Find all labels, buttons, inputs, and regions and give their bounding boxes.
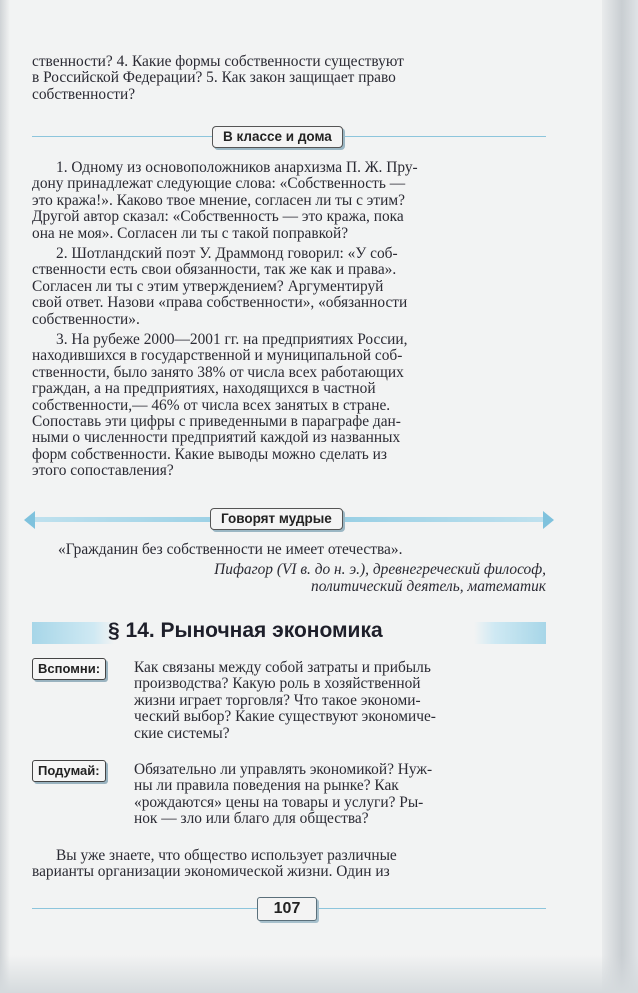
- q3-line: находившихся в государственной и муниципальной соб-: [32, 347, 403, 365]
- q3-line: 3. На рубеже 2000—2001 гг. на предприятиях России,: [56, 331, 408, 348]
- body-line: варианты организации экономической жизни. Один из: [32, 863, 390, 881]
- q1-line: 1. Одному из основоположников анархизма П. Ж. Пру-: [56, 159, 418, 176]
- q3-line: Сопоставь эти цифры с приведенными в параграфе дан-: [32, 413, 401, 431]
- page-left-edge: [0, 0, 10, 993]
- wise-quote: «Гражданин без собственности не имеет отечества».: [58, 541, 403, 558]
- question-3: [32, 332, 546, 480]
- recall-line: ские системы?: [134, 724, 230, 742]
- page-right-edge: [602, 0, 638, 993]
- q3-line: ственности, было занято 38% от числа всех работающих: [32, 363, 404, 381]
- class-home-header: [32, 126, 546, 148]
- q3-line: форм собственности. Какие выводы можно сделать из: [32, 445, 387, 463]
- q1-line: Другой автор сказал: «Собственность — это кража, пока: [32, 208, 404, 226]
- q2-line: свой ответ. Назови «права собственности», «обязанности: [32, 294, 408, 312]
- class-home-title: В классе и дома: [212, 126, 343, 148]
- body-line: Вы уже знаете, что общество использует различные: [56, 847, 397, 864]
- q2-line: 2. Шотландский поэт У. Драммонд говорил: «У соб-: [56, 245, 398, 262]
- q1-line: дону принадлежат следующие слова: «Собственность —: [32, 175, 406, 193]
- arrow-right-icon: [543, 511, 554, 529]
- page-bottom-shade: [0, 955, 638, 993]
- question-2: [32, 246, 546, 328]
- question-1: [32, 160, 546, 242]
- wise-attribution-2: политический деятель, математик: [311, 578, 546, 595]
- intro-line: в Российской Федерации? 5. Как закон защищает право: [32, 69, 396, 87]
- think-line: «рождаются» цены на товары и услуги? Ры-: [134, 793, 424, 811]
- think-text: [134, 762, 546, 828]
- q3-line: граждан, а на предприятиях, находящихся в частной: [32, 380, 376, 398]
- q3-line: собственности,— 46% от числа всех занятых в стране.: [32, 396, 391, 414]
- recall-line: жизни играет торговля? Что такое экономи-: [134, 691, 421, 709]
- recall-line: производства? Какую роль в хозяйственной: [134, 675, 421, 693]
- think-line: ны ли правила поведения на рынке? Как: [134, 777, 399, 795]
- section-title: § 14. Рыночная экономика: [108, 619, 383, 642]
- wise-sayings-title: Говорят мудрые: [210, 508, 343, 530]
- think-line: нок — зло или благо для общества?: [134, 810, 369, 828]
- body-paragraph: [32, 848, 546, 881]
- intro-paragraph: [32, 54, 546, 103]
- intro-line: собственности?: [32, 85, 136, 103]
- intro-line: ственности? 4. Какие формы собственности существуют: [32, 53, 404, 70]
- q2-line: Согласен ли ты с этим утверждением? Аргументируй: [32, 277, 384, 295]
- q2-line: собственности».: [32, 310, 140, 328]
- wise-sayings-header: [32, 508, 546, 530]
- q1-line: это кража!». Каково твое мнение, согласен ли ты с этим?: [32, 191, 405, 209]
- recall-text: [134, 660, 546, 742]
- think-label: Подумай:: [32, 760, 106, 782]
- recall-line: Как связаны между собой затраты и прибыль: [134, 659, 431, 676]
- wise-attribution-1: Пифагор (VI в. до н. э.), древнегреческий философ,: [214, 561, 546, 578]
- q1-line: она не моя». Согласен ли ты с такой поправкой?: [32, 224, 349, 242]
- think-line: Обязательно ли управлять экономикой? Нуж-: [134, 761, 433, 778]
- page-number: 107: [257, 897, 317, 921]
- recall-line: ческий выбор? Какие существуют экономиче-: [134, 708, 436, 726]
- q3-line: ными о численности предприятий каждой из названных: [32, 429, 401, 447]
- q3-line: этого сопоставления?: [32, 462, 174, 480]
- recall-label: Вспомни:: [32, 658, 106, 680]
- arrow-left-icon: [24, 511, 35, 529]
- q2-line: ственности есть свои обязанности, так же как и права».: [32, 261, 397, 279]
